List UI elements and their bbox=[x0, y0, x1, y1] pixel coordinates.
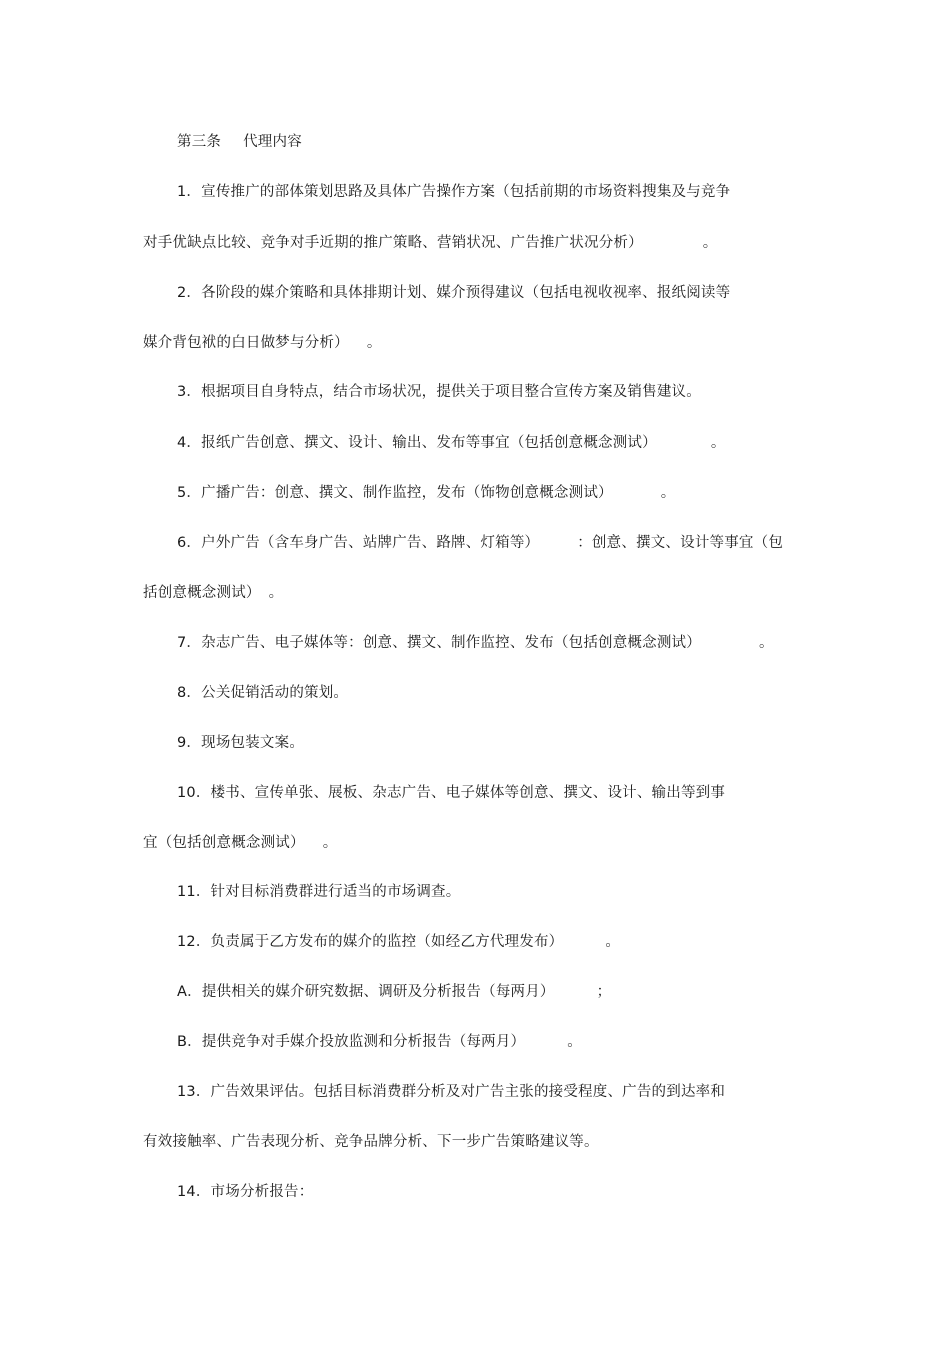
item-10-line-2 bbox=[143, 833, 337, 853]
item-b-line-1 bbox=[177, 1032, 582, 1052]
item-7-end-mark: 。 bbox=[758, 635, 774, 651]
item-6-line-1 bbox=[177, 533, 783, 553]
item-10-end-mark: 。 bbox=[322, 835, 338, 851]
item-2-line-2-text: 媒介背包袱的白日做梦与分析） bbox=[143, 335, 349, 351]
article-heading bbox=[177, 132, 302, 152]
item-4-end-mark: 。 bbox=[710, 435, 726, 451]
item-1-line-2 bbox=[143, 233, 718, 253]
item-b-end-mark: 。 bbox=[567, 1034, 582, 1050]
article-number: 第三条 bbox=[177, 134, 222, 150]
article-title: 代理内容 bbox=[243, 134, 302, 150]
item-4-line-1 bbox=[177, 433, 726, 453]
item-7-line-1 bbox=[177, 633, 774, 653]
item-12-end-mark: 。 bbox=[605, 934, 621, 950]
item-b-text: B．提供竞争对手媒介投放监测和分析报告（每两月） bbox=[177, 1034, 526, 1050]
item-7-text: 7．杂志广告、电子媒体等：创意、撰文、制作监控、发布（包括创意概念测试） bbox=[177, 635, 701, 651]
item-12-line-1 bbox=[177, 932, 620, 952]
item-9-line-1: 9．现场包装文案。 bbox=[177, 735, 305, 751]
item-2-end-mark: 。 bbox=[366, 335, 382, 351]
item-1-line-1: 1．宣传推广的部体策划思路及具体广告操作方案（包括前期的市场资料搜集及与竞争 bbox=[177, 184, 731, 200]
item-13-line-2: 有效接触率、广告表现分析、竞争品牌分析、下一步广告策略建议等。 bbox=[143, 1134, 599, 1150]
item-6-text: 6．户外广告（含车身广告、站牌广告、路牌、灯箱等） bbox=[177, 535, 540, 551]
item-5-text: 5．广播广告：创意、撰文、制作监控，发布（饰物创意概念测试） bbox=[177, 485, 613, 501]
item-13-line-1: 13．广告效果评估。包括目标消费群分析及对广告主张的接受程度、广告的到达率和 bbox=[177, 1084, 726, 1100]
item-2-line-2 bbox=[143, 333, 382, 353]
item-6-line-2 bbox=[143, 583, 283, 603]
item-10-line-2-text: 宜（包括创意概念测试） bbox=[143, 835, 305, 851]
item-a-end-mark: ； bbox=[596, 984, 612, 1000]
item-3-line-1: 3．根据项目自身特点，结合市场状况，提供关于项目整合宣传方案及销售建议。 bbox=[177, 384, 701, 400]
item-5-line-1 bbox=[177, 483, 675, 503]
item-2-line-1: 2．各阶段的媒介策略和具体排期计划、媒介预得建议（包括电视收视率、报纸阅读等 bbox=[177, 285, 731, 301]
item-a-line-1 bbox=[177, 982, 611, 1002]
item-6-line-2-text: 括创意概念测试） bbox=[143, 585, 261, 601]
item-6-tail: ：创意、撰文、设计等事宜（包 bbox=[577, 535, 784, 551]
item-a-text: A．提供相关的媒介研究数据、调研及分析报告（每两月） bbox=[177, 984, 555, 1000]
item-1-end-mark: 。 bbox=[702, 235, 718, 251]
item-1-line-2-text: 对手优缺点比较、竞争对手近期的推广策略、营销状况、广告推广状况分析） bbox=[143, 235, 643, 251]
item-5-end-mark: 。 bbox=[660, 485, 676, 501]
item-8-line-1: 8．公关促销活动的策划。 bbox=[177, 685, 349, 701]
item-14-line-1: 14．市场分析报告： bbox=[177, 1184, 314, 1200]
item-6-end-mark: 。 bbox=[268, 585, 284, 601]
item-4-text: 4．报纸广告创意、撰文、设计、输出、发布等事宜（包括创意概念测试） bbox=[177, 435, 657, 451]
item-12-text: 12．负责属于乙方发布的媒介的监控（如经乙方代理发布） bbox=[177, 934, 564, 950]
item-11-line-1: 11．针对目标消费群进行适当的市场调查。 bbox=[177, 884, 461, 900]
item-10-line-1: 10．楼书、宣传单张、展板、杂志广告、电子媒体等创意、撰文、设计、输出等到事 bbox=[177, 785, 726, 801]
